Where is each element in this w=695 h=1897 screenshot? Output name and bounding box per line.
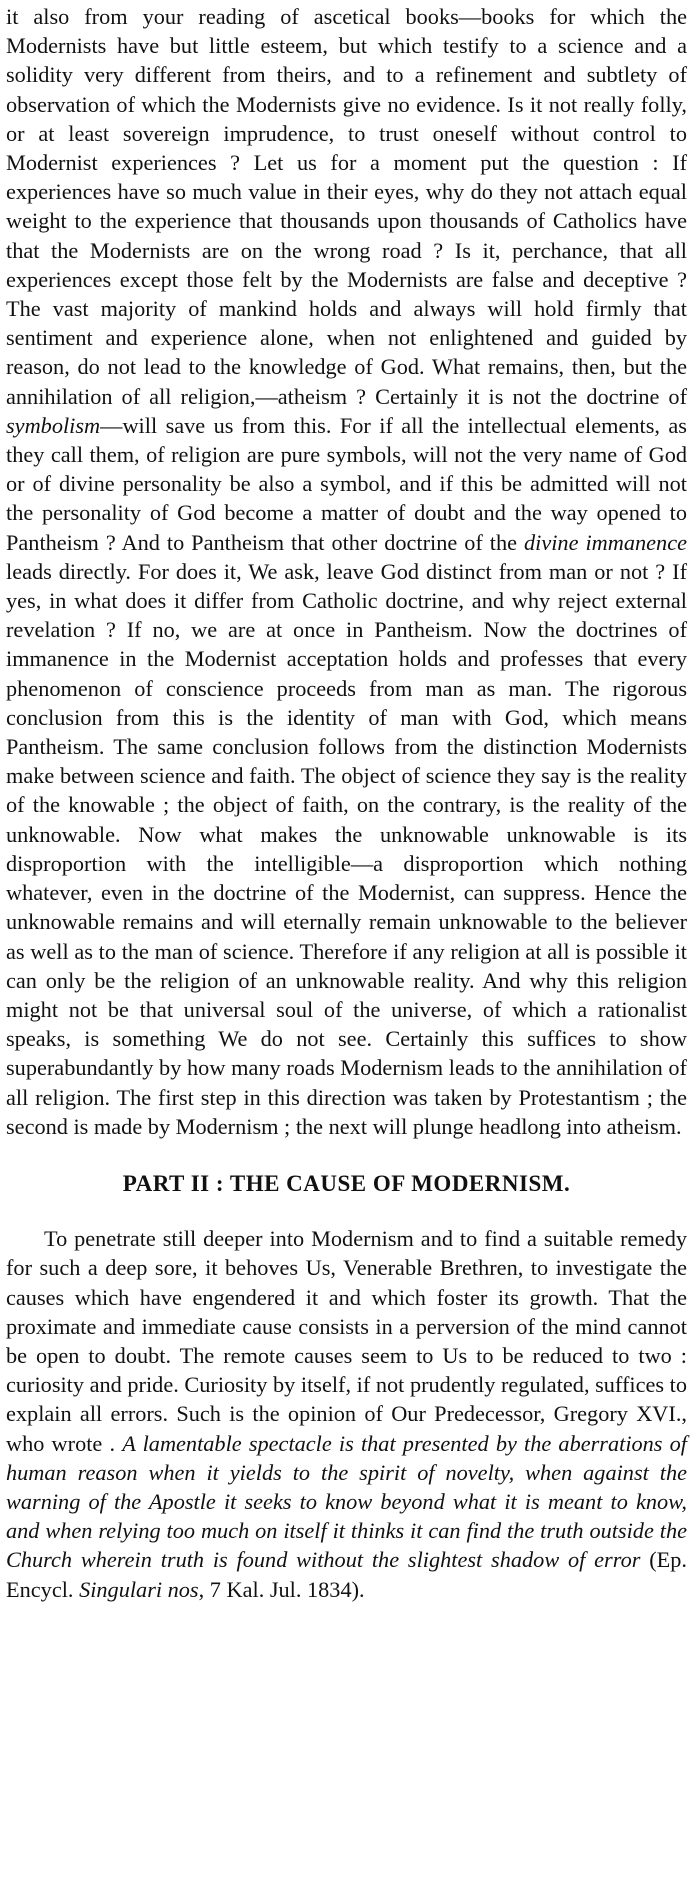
text-segment: leads directly. For does it, We ask, leave God distinct from man or not ? If yes, in what does it differ from Catholic doctrine, and why reject external revelation ? If no, we are at once in Pantheism. Now the doctrines of immanence in the Modernist acceptation holds and professes that every phenomenon of conscience proceeds from man as man. The rigorous conclusion from this is the identity of man with God, which means Pantheism. The same conclusion follows from the distinction Modernists make between science and faith. The object of science they say is the reality of the knowable ; the object of faith, on the contrary, is the reality of the unknowable. Now what makes the unknowable unknowable is its disproportion with the intelligible—a disproportion which nothing whatever, even in the doctrine of the Modernist, can suppress. Hence the unknowable remains and will eternally remain unknowable to the believer as well as to the man of science. Therefore if any religion at all is possible it can only be the religion of an unknowable reality. And why this religion might not be that universal soul of the universe, of which a rationalist speaks, is something We do not see. Certainly this suffices to show superabundantly by how many roads Modernism leads to the annihilation of all religion. The first step in this direction was taken by Protestantism ; the second is made by Modernism ; the next will plunge headlong into atheism. [6, 558, 687, 1139]
italic-text-segment: symbolism [6, 412, 101, 438]
italic-text-segment: A lamentable spectacle is that presented by the aberrations of human reason when it yields to the spirit of novelty, when against the warning of the Apostle it seeks to know beyond what it is meant to know, and when relying too much on itself it thinks it can find the truth outside the Church wherein truth is found without the slightest shadow of error [6, 1430, 687, 1573]
part-one-body [6, 2, 687, 1141]
part-two-body [6, 1224, 687, 1604]
paragraph [6, 2, 687, 1141]
text-segment: To penetrate still deeper into Modernism and to find a suitable remedy for such a deep sore, it behoves Us, Venerable Brethren, to investigate the causes which have engendered it and which foster its growth. That the proximate and immediate cause consists in a perversion of the mind cannot be open to doubt. The remote causes seem to Us to be reduced to two : curiosity and pride. Curiosity by itself, if not prudently regulated, suffices to explain all errors. Such is the opinion of Our Predecessor, Gregory XVI., who wrote . [6, 1226, 687, 1456]
section-heading: PART II : THE CAUSE OF MODERNISM. [122, 1170, 571, 1196]
italic-text-segment: divine immanence [524, 529, 687, 555]
paragraph [6, 1224, 687, 1604]
text-segment: , 7 Kal. Jul. 1834). [198, 1576, 365, 1602]
text-segment: (Ep. Encycl. [6, 1547, 688, 1602]
italic-text-segment: Singulari nos [79, 1576, 199, 1602]
document-page [6, 2, 687, 1604]
text-segment: —will save us from this. For if all the intellectual elements, as they call them, of religion are pure symbols, will not the very name of God or of divine personality be also a symbol, and if this be admitted will not the personality of God become a matter of doubt and the way opened to Pantheism ? And to Pantheism that other doctrine of the [6, 412, 687, 555]
text-segment: it also from your reading of ascetical books—books for which the Modernists have but little esteem, but which testify to a science and a solidity very different from theirs, and to a refinement and subtlety of observation of which the Modernists give no evidence. Is it not really folly, or at least sovereign imprudence, to trust oneself without control to Modernist experiences ? Let us for a moment put the question : If experiences have so much value in their eyes, why do they not attach equal weight to the experience that thousands upon thousands of Catholics have that the Modernists are on the wrong road ? Is it, perchance, that all experiences except those felt by the Modernists are false and deceptive ? The vast majority of mankind holds and always will hold firmly that sentiment and experience alone, when not enlightened and guided by reason, do not lead to the knowledge of God. What remains, then, but the annihilation of all religion,—atheism ? Certainly it is not the doctrine of [6, 4, 687, 409]
